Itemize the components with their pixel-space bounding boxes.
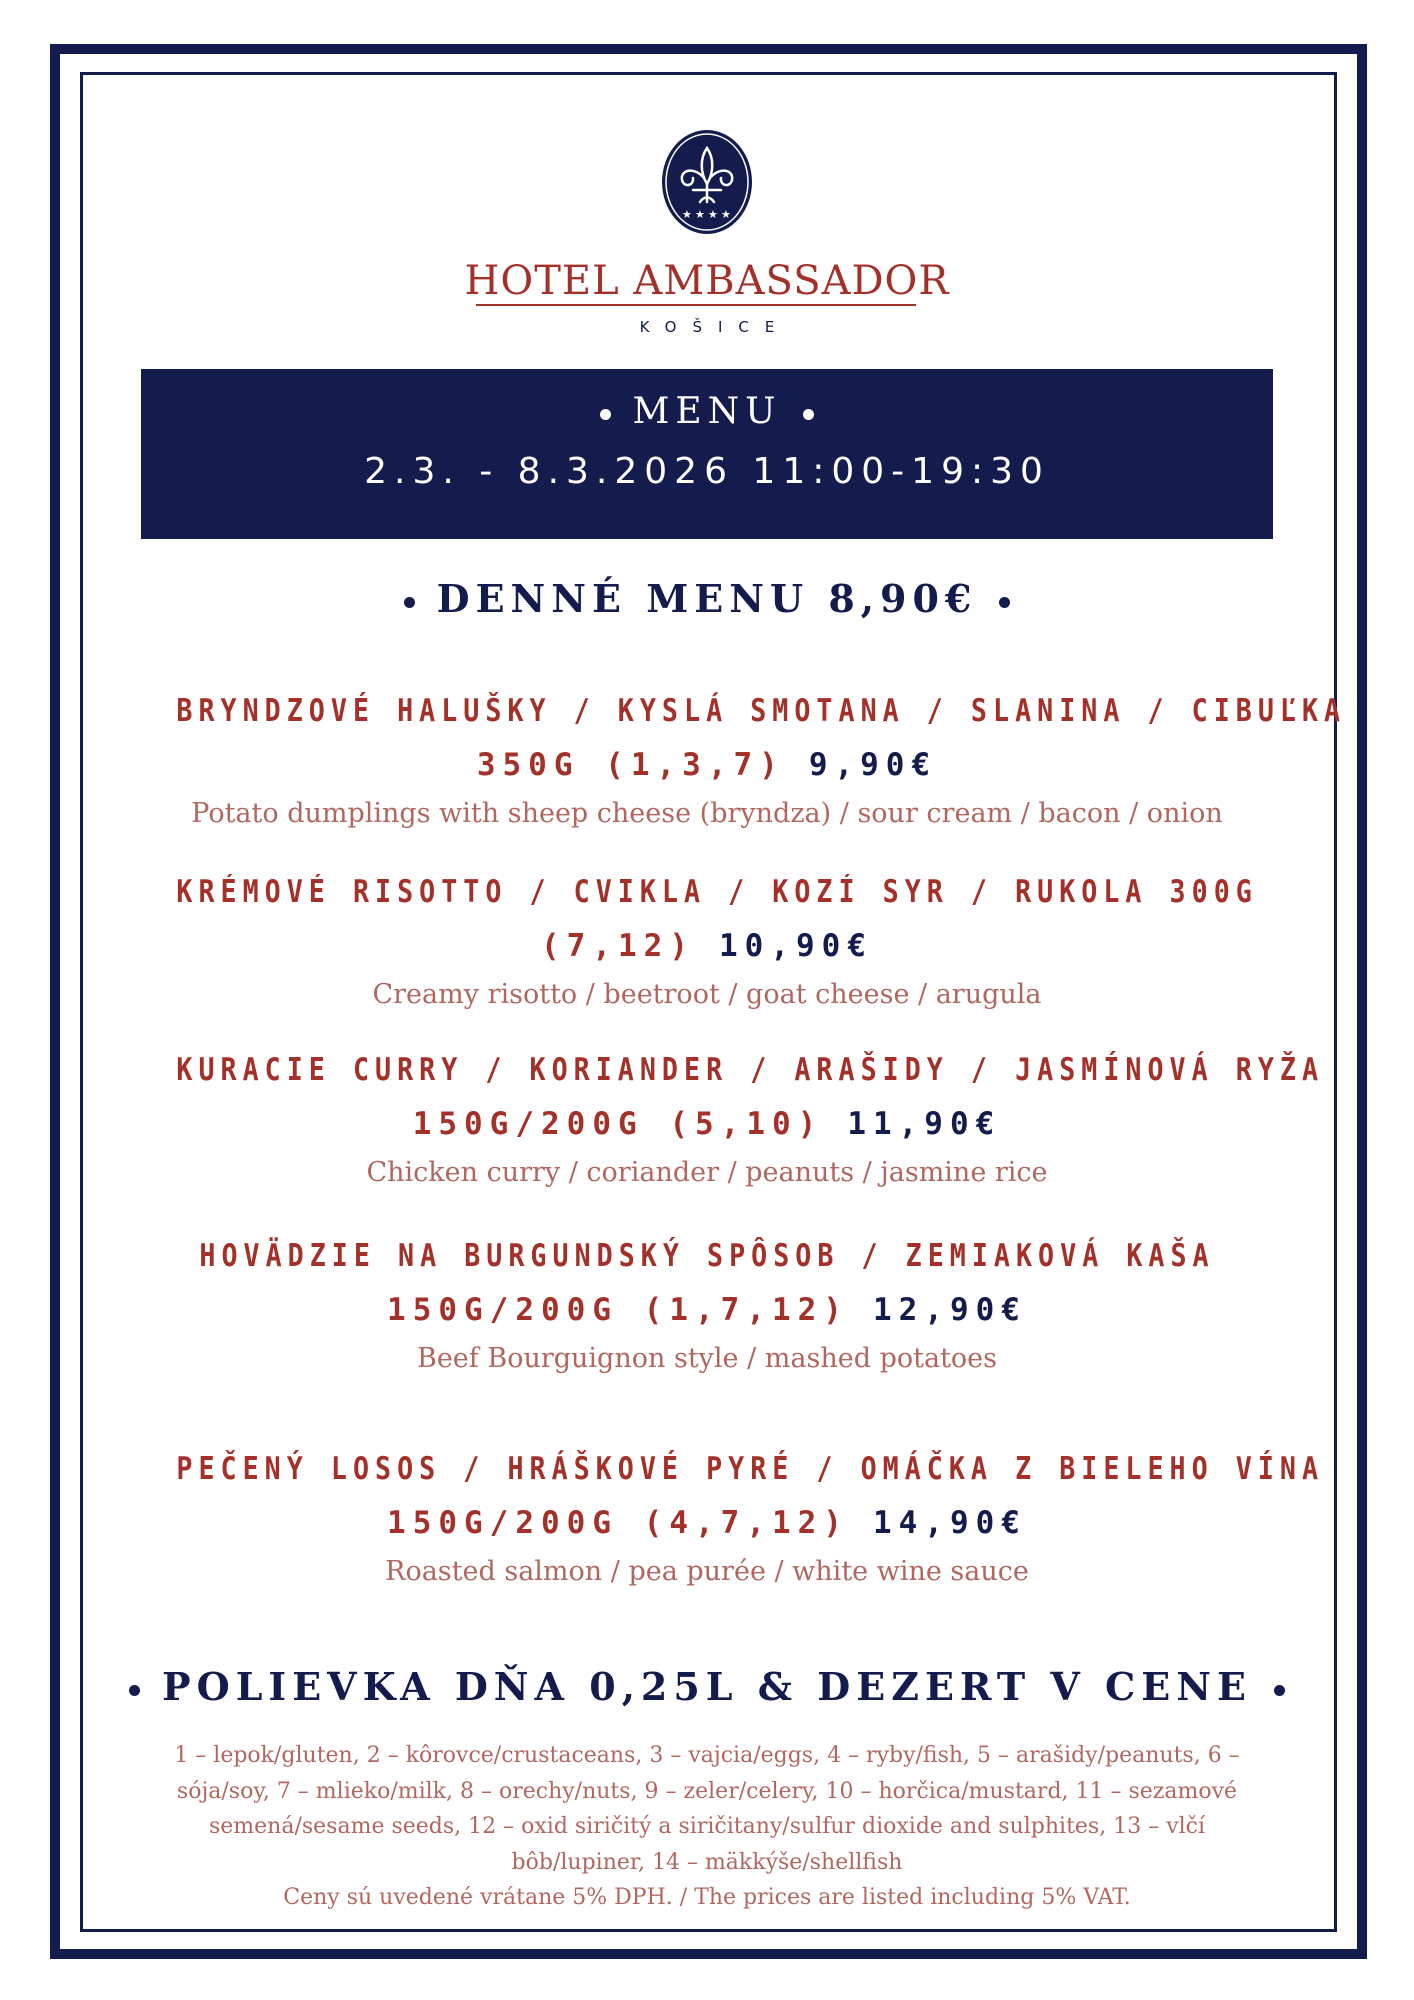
dish-name: KRÉMOVÉ RISOTTO / CVIKLA / KOZÍ SYR / RUKOLA 300G [176, 874, 1258, 910]
svg-text:★: ★ [708, 208, 718, 221]
bullet-dot-icon [999, 597, 1010, 608]
soup-dessert-heading-text: POLIEVKA DŇA 0,25L & DEZERT V CENE [162, 1664, 1252, 1709]
dish-meta [90, 1283, 1324, 1337]
dish-english-description: Beef Bourguignon style / mashed potatoes [416, 1343, 998, 1374]
dish-name: PEČENÝ LOSOS / HRÁŠKOVÉ PYRÉ / OMÁČKA Z BIELEHO VÍNA [176, 1451, 1325, 1487]
dish-price: 14,90€ [872, 1505, 1027, 1541]
dish-name: HOVÄDZIE NA BURGUNDSKÝ SPÔSOB / ZEMIAKOVÁ KAŠA [199, 1238, 1215, 1274]
dish-english-description: Creamy risotto / beetroot / goat cheese / arugula [372, 979, 1042, 1010]
dish-meta [90, 738, 1324, 792]
fleur-de-lis-emblem-icon [660, 128, 754, 236]
dish-weight-allergens: (7,12) [541, 928, 695, 964]
hotel-logo [0, 128, 1414, 236]
bullet-dot-icon [1274, 1685, 1285, 1696]
brand-underline [476, 304, 916, 306]
dish-name: BRYNDZOVÉ HALUŠKY / KYSLÁ SMOTANA / SLANINA / CIBUĽKA [176, 693, 1347, 729]
daily-menu-heading-text: DENNÉ MENU 8,90€ [436, 576, 978, 621]
dish-item [90, 684, 1347, 834]
allergen-legend: 1 – lepok/gluten, 2 – kôrovce/crustaceans, 3 – vajcia/eggs, 4 – ryby/fish, 5 – arašidy/peanuts, 6 – sója/soy, 7 – mlieko/milk, 8 – orechy/nuts, 9 – zeler/celery, 10 – horčica/mustard, 11 – sezamové semená/sesame seeds, 12 – oxid siričitý a siričitany/sulfur dioxide and sulphites, 13 – vlčí bôb/lupiner, 14 – mäkkýše/shellfish [174, 1743, 1240, 1875]
dish-weight-allergens: 150G/200G (5,10) [412, 1106, 824, 1142]
menu-banner [141, 369, 1273, 539]
menu-title [141, 391, 1273, 432]
dish-english-description: Roasted salmon / pea purée / white wine sauce [385, 1556, 1029, 1587]
dish-price: 11,90€ [847, 1106, 1002, 1142]
hotel-name: HOTEL AMBASSADOR [464, 258, 950, 304]
dish-price: 10,90€ [719, 928, 873, 964]
menu-title-text: MENU [632, 391, 782, 432]
svg-text:★: ★ [721, 208, 731, 221]
svg-text:★: ★ [695, 208, 705, 221]
hotel-city: KOŠICE [639, 318, 791, 336]
svg-text:★: ★ [682, 208, 692, 221]
dish-weight-allergens: 150G/200G (1,7,12) [387, 1292, 849, 1328]
bullet-dot-icon [129, 1685, 140, 1696]
dish-item [90, 1442, 1324, 1592]
menu-dates: 2.3. - 8.3.2026 11:00-19:30 [364, 451, 1050, 492]
dish-item [90, 1043, 1324, 1193]
bullet-dot-icon [404, 597, 415, 608]
dish-item [90, 1229, 1324, 1379]
dish-meta [90, 1496, 1324, 1550]
dish-price: 9,90€ [808, 747, 938, 783]
dish-price: 12,90€ [872, 1292, 1027, 1328]
soup-dessert-heading [0, 1664, 1414, 1709]
bullet-dot-icon [600, 409, 611, 420]
dish-weight-allergens: 150G/200G (4,7,12) [387, 1505, 849, 1541]
daily-menu-heading [0, 576, 1414, 621]
dish-item [90, 865, 1324, 1015]
dish-name: KURACIE CURRY / KORIANDER / ARAŠIDY / JASMÍNOVÁ RYŽA [176, 1052, 1325, 1088]
dish-english-description: Chicken curry / coriander / peanuts / jasmine rice [366, 1157, 1048, 1188]
dish-meta [90, 919, 1324, 973]
dish-meta [90, 1097, 1324, 1151]
dish-weight-allergens: 350G (1,3,7) [476, 747, 785, 783]
vat-note: Ceny sú uvedené vrátane 5% DPH. / The prices are listed including 5% VAT. [283, 1885, 1131, 1910]
dish-english-description: Potato dumplings with sheep cheese (bryndza) / sour cream / bacon / onion [191, 798, 1223, 829]
bullet-dot-icon [803, 409, 814, 420]
